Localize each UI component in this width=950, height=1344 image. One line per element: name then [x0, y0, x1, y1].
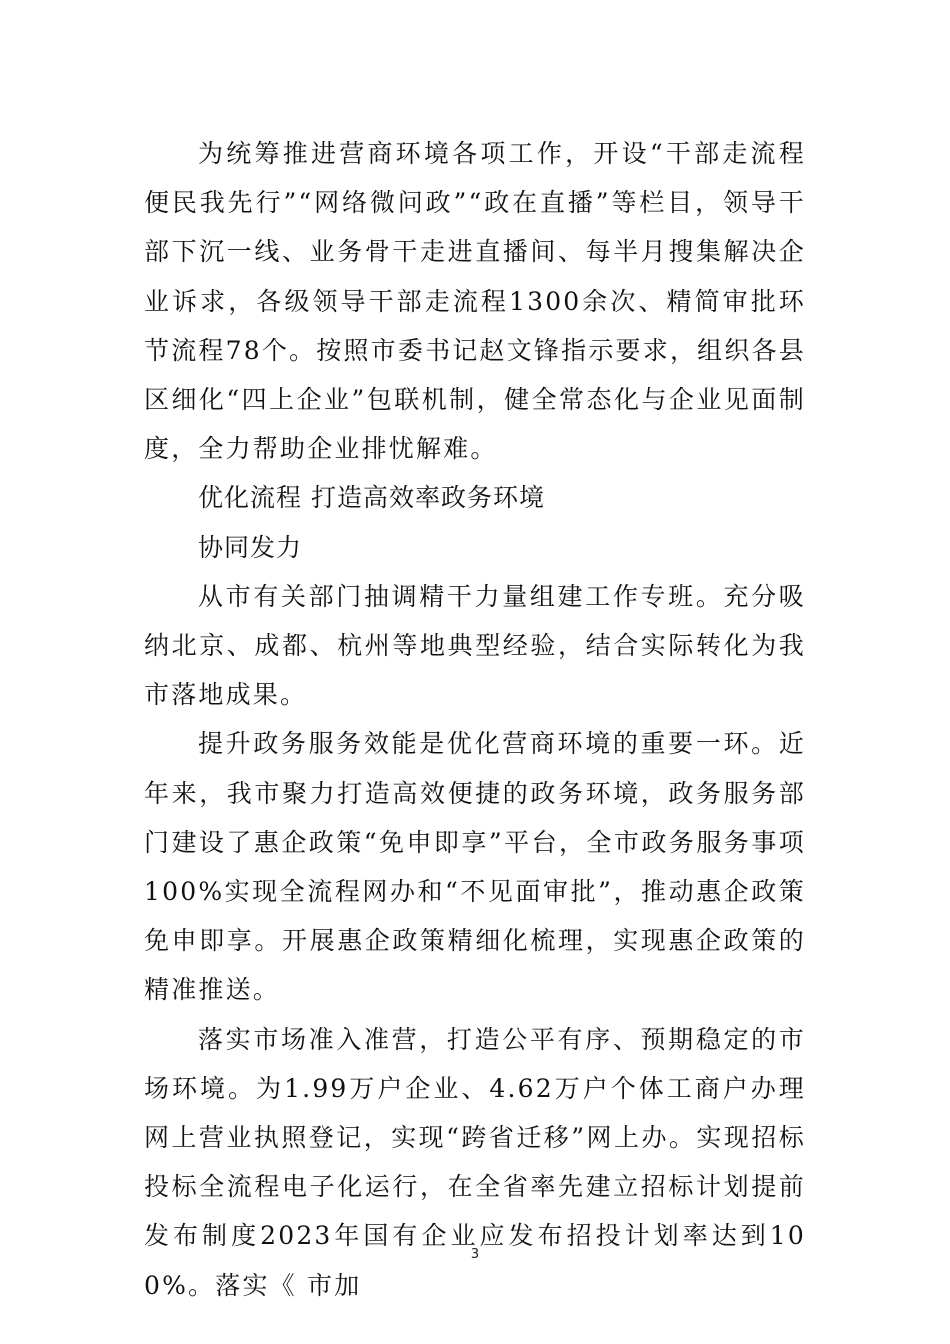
- section-subheading-collaboration: 协同发力: [198, 532, 303, 562]
- page-number: 3: [470, 1247, 480, 1262]
- paragraph-task-force: 从市有关部门抽调精干力量组建工作专班。充分吸纳北京、成都、杭州等地典型经验，结合实际转化为我市落地成果。: [144, 581, 806, 710]
- section-heading-optimize-process: 优化流程 打造高效率政务环境: [198, 483, 545, 513]
- paragraph-cadre-process: 为统筹推进营商环境各项工作，开设“干部走流程便民我先行”“网络微问政”“政在直播”等栏目，领导干部下沉一线、业务骨干走进直播间、每半月搜集解决企业诉求，各级领导干部走流程1300余次、精简审批环节流程78个。按照市委书记赵文锋指示要求，组织各县区细化“四上企业”包联机制，健全常态化与企业见面制度，全力帮助企业排忧解难。: [144, 139, 806, 464]
- document-body: [144, 129, 806, 1310]
- paragraph-market-access: 落实市场准入准营，打造公平有序、预期稳定的市场环境。为1.99万户企业、4.62万户个体工商户办理网上营业执照登记，实现“跨省迁移”网上办。实现招标投标全流程电子化运行，在全省率先建立招标计划提前发布制度2023年国有企业应发布招投计划率达到100%。落实《 市加: [144, 1024, 806, 1300]
- paragraph-government-services: 提升政务服务效能是优化营商环境的重要一环。近年来，我市聚力打造高效便捷的政务环境，政务服务部门建设了惠企政策“免申即享”平台，全市政务服务事项100%实现全流程网办和“不见面审批”，推动惠企政策免申即享。开展惠企政策精细化梳理，实现惠企政策的精准推送。: [144, 729, 806, 1005]
